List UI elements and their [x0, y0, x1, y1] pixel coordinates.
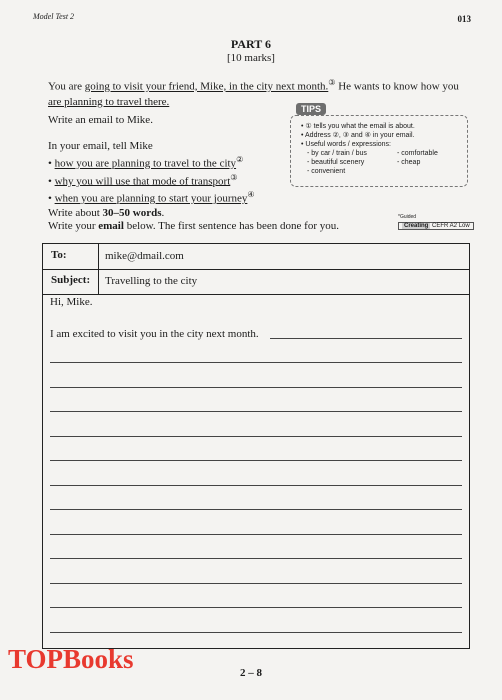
logo-top: TOP — [8, 644, 64, 674]
bullet-marker: ② — [236, 155, 244, 164]
intro-text-4: are planning to travel there. — [48, 95, 170, 108]
part-marks: [10 marks] — [227, 52, 275, 64]
to-value: mike@dmail.com — [105, 250, 184, 262]
intro-underlined: going to visit your friend, Mike, in the city next month. — [84, 80, 329, 93]
intro-text-3: He wants to know how you — [335, 80, 459, 93]
tips-badge: TIPS — [296, 103, 326, 115]
bullet-text: how you are planning to travel to the city — [54, 157, 237, 170]
word-count-instruction — [48, 207, 164, 219]
tips-words — [301, 149, 467, 176]
writing-line[interactable] — [50, 485, 462, 486]
writing-line[interactable] — [50, 509, 462, 510]
subject-row — [43, 269, 469, 295]
writing-line[interactable] — [50, 411, 462, 412]
bullet-item: • why you will use that mode of transport③ — [48, 172, 238, 188]
intro-text-1: You are — [48, 80, 85, 93]
write-email-instruction: Write an email to Mike. — [48, 114, 153, 126]
to-label: To: — [51, 249, 67, 261]
cefr-level: CEFR A2 Low — [432, 223, 470, 229]
bullet-item: • how you are planning to travel to the city② — [48, 155, 244, 170]
about-bold: 30–50 words — [102, 207, 162, 219]
bullet-text: why you will use that mode of transport — [54, 175, 231, 188]
cefr-badge — [398, 222, 474, 230]
bullet-text: when you are planning to start your journey — [54, 192, 248, 205]
writing-line[interactable] — [50, 558, 462, 559]
below-prefix: Write your — [48, 220, 99, 232]
part-title: PART 6 — [230, 37, 272, 51]
first-sentence: I am excited to visit you in the city next month. — [50, 328, 259, 340]
page-number: 013 — [457, 14, 471, 24]
tip-word: - by car / train / bus — [307, 150, 367, 157]
intro-paragraph — [48, 75, 478, 110]
guided-label: *Guided — [398, 214, 417, 220]
writing-line[interactable] — [50, 632, 462, 633]
tip-word: - beautiful scenery — [307, 159, 365, 166]
tip-word — [397, 167, 467, 176]
tip-word: - convenient — [307, 168, 346, 175]
writing-line[interactable] — [50, 460, 462, 461]
page-footer: 2 – 8 — [240, 667, 262, 679]
to-row — [43, 244, 469, 270]
creating-label: Creating — [404, 223, 429, 229]
tip-line: • Address ②, ③ and ④ in your email. — [301, 132, 415, 139]
marker-3: ③ — [328, 78, 336, 87]
tell-mike-instruction: In your email, tell Mike — [48, 140, 153, 152]
tip-line: • Useful words / expressions: — [301, 141, 391, 148]
bullet-marker: ④ — [247, 190, 255, 200]
email-form — [42, 243, 470, 649]
writing-line[interactable] — [50, 362, 462, 363]
bullet-marker: ③ — [230, 172, 238, 182]
writing-line[interactable] — [50, 607, 462, 608]
below-suffix: below. The first sentence has been done for you. — [123, 220, 339, 232]
writing-line[interactable] — [50, 387, 462, 388]
task-bullets — [48, 153, 255, 206]
tip-word: - cheap — [397, 159, 421, 166]
subject-label: Subject: — [51, 274, 91, 286]
running-header: Model Test 2 — [33, 12, 75, 21]
write-below-instruction — [48, 220, 339, 232]
bullet-item: • when you are planning to start your journey④ — [48, 190, 255, 205]
subject-value: Travelling to the city — [105, 275, 198, 287]
tip-line: • ① tells you what the email is about. — [301, 123, 415, 130]
about-prefix: Write about — [48, 207, 103, 219]
email-greeting: Hi, Mike. — [50, 296, 93, 308]
below-bold: email — [98, 220, 124, 232]
tips-box — [290, 115, 468, 187]
writing-line[interactable] — [270, 338, 462, 339]
about-suffix: . — [161, 207, 165, 219]
tip-word: - comfortable — [397, 150, 438, 157]
writing-line[interactable] — [50, 436, 462, 437]
writing-line[interactable] — [50, 583, 462, 584]
topbooks-logo — [8, 644, 134, 675]
writing-line[interactable] — [50, 534, 462, 535]
logo-books: Books — [63, 644, 134, 674]
